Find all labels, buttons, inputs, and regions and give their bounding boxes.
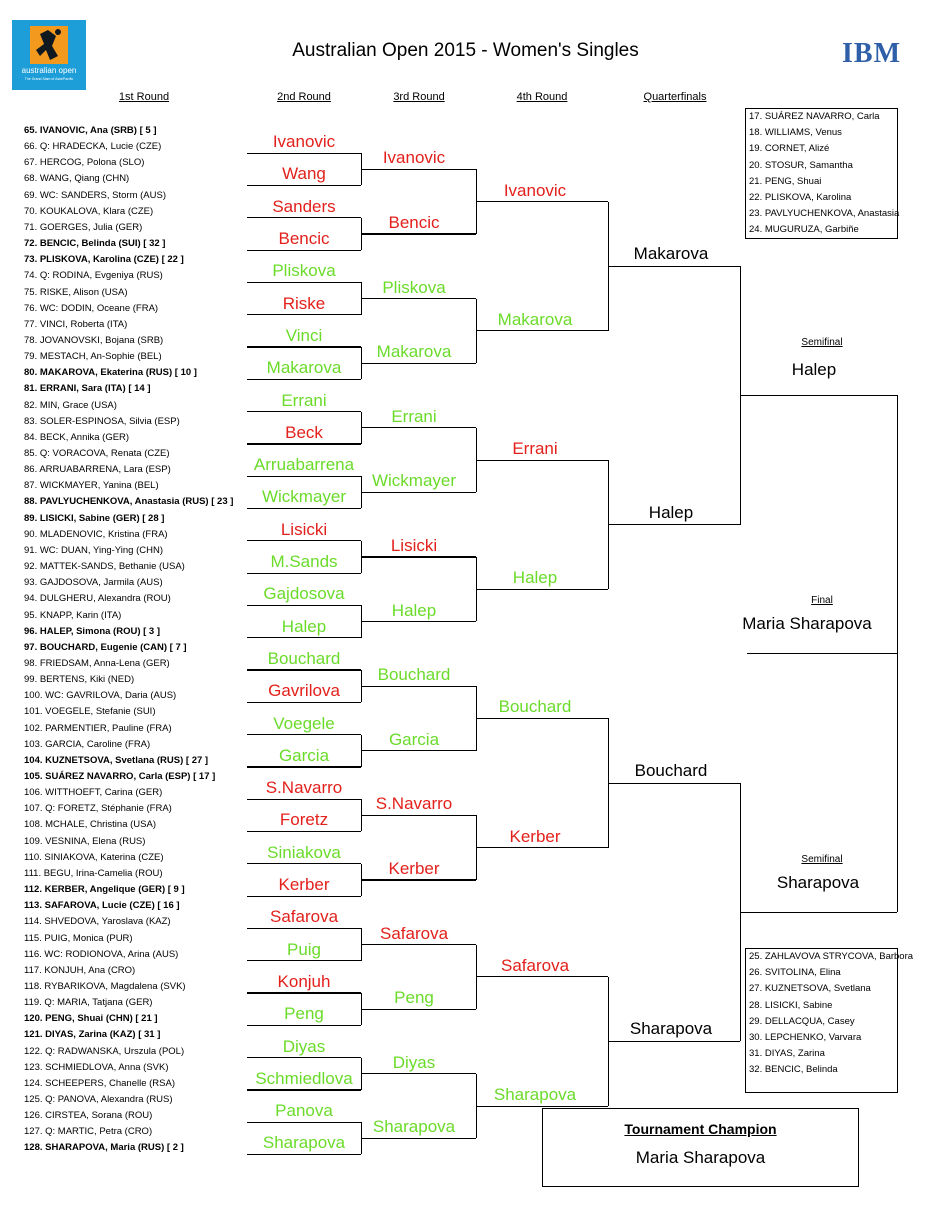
first-round-player: 127. Q: MARTIC, Petra (CRO) (24, 1126, 153, 1138)
bracket-line (361, 363, 476, 364)
first-round-player: 98. FRIEDSAM, Anna-Lena (GER) (24, 657, 170, 669)
seed-entry: 28. LISICKI, Sabine (749, 999, 833, 1011)
seed-entry: 24. MUGURUZA, Garbiñe (749, 224, 859, 236)
first-round-player: 82. MIN, Grace (USA) (24, 399, 117, 411)
first-round-player: 103. GARCIA, Caroline (FRA) (24, 738, 151, 750)
bracket-line (361, 298, 476, 299)
first-round-player: 80. MAKAROVA, Ekaterina (RUS) [ 10 ] (24, 367, 197, 379)
second-round-player: Garcia (278, 745, 330, 765)
first-round-player: 95. KNAPP, Karin (ITA) (24, 609, 122, 621)
third-round-player: Safarova (379, 923, 449, 943)
first-round-player: 104. KUZNETSOVA, Svetlana (RUS) [ 27 ] (24, 754, 209, 766)
bracket-line (361, 1073, 476, 1074)
first-round-player: 72. BENCIC, Belinda (SUI) [ 32 ] (24, 238, 166, 250)
first-round-player: 90. MLADENOVIC, Kristina (FRA) (24, 528, 168, 540)
first-round-player: 67. HERCOG, Polona (SLO) (24, 157, 145, 169)
bracket-line (476, 460, 608, 461)
second-round-player: Errani (281, 390, 327, 410)
bracket-line (247, 1057, 361, 1058)
second-round-player: Beck (285, 422, 323, 442)
bracket-line (740, 912, 897, 913)
second-round-player: Schmiedlova (255, 1068, 353, 1088)
bracket-line (247, 637, 361, 638)
second-round-player: Pliskova (272, 261, 336, 281)
first-round-player: 126. CIRSTEA, Sorana (ROU) (24, 1110, 153, 1122)
bracket-line (247, 1089, 361, 1090)
ibm-logo: IBM (842, 38, 901, 69)
second-round-player: Arruabarrena (253, 455, 355, 475)
bracket-line (247, 573, 361, 574)
seed-entry: 32. BENCIC, Belinda (749, 1064, 838, 1076)
third-round-player: Errani (391, 406, 437, 426)
third-round-player: Pliskova (382, 277, 446, 297)
second-round-player: Ivanovic (272, 132, 336, 152)
logo-text: australian open (21, 66, 77, 75)
third-round-player: Kerber (388, 858, 440, 878)
champion-box (542, 1108, 859, 1187)
third-round-player: S.Navarro (375, 794, 453, 814)
third-round-player: Halep (391, 600, 437, 620)
bracket-line (247, 185, 361, 186)
first-round-player: 109. VESNINA, Elena (RUS) (24, 835, 146, 847)
first-round-player: 92. MATTEK-SANDS, Bethanie (USA) (24, 561, 185, 573)
bracket-line (361, 1138, 476, 1139)
fourth-round-player: Makarova (497, 309, 573, 329)
champion-name: Maria Sharapova (635, 1148, 766, 1167)
second-round-player: Peng (284, 1004, 324, 1024)
bracket-line (247, 476, 361, 477)
second-round-player: Diyas (282, 1036, 326, 1056)
seed-entry: 31. DIYAS, Zarina (749, 1048, 825, 1060)
header-first-round: 1st Round (118, 91, 170, 103)
first-round-player: 122. Q: RADWANSKA, Urszula (POL) (24, 1045, 185, 1057)
second-round-player: Vinci (285, 325, 323, 345)
first-round-player: 116. WC: RODIONOVA, Arina (AUS) (24, 948, 179, 960)
seed-entry: 17. SUÁREZ NAVARRO, Carla (749, 111, 880, 122)
bracket-line (361, 233, 476, 234)
bracket-line (608, 266, 740, 267)
bracket-line (247, 605, 361, 606)
first-round-player: 113. SAFAROVA, Lucie (CZE) [ 16 ] (24, 900, 180, 912)
first-round-player: 125. Q: PANOVA, Alexandra (RUS) (24, 1094, 173, 1105)
third-round-player: Bouchard (377, 665, 451, 685)
bracket-line (747, 653, 897, 654)
header-third-round: 3rd Round (393, 91, 445, 103)
bracket-line (476, 589, 608, 590)
third-round-player: Diyas (392, 1052, 436, 1072)
seed-entry: 18. WILLIAMS, Venus (749, 127, 842, 139)
quarterfinal-player: Makarova (633, 244, 709, 264)
bracket-line (361, 621, 476, 622)
second-round-player: S.Navarro (265, 778, 343, 798)
bracket-line (247, 863, 361, 864)
fourth-round-player: Halep (512, 568, 558, 588)
bracket-line (247, 379, 361, 380)
first-round-player: 74. Q: RODINA, Evgeniya (RUS) (24, 270, 163, 282)
seed-entry: 21. PENG, Shuai (749, 175, 822, 187)
third-round-player: Wickmayer (371, 471, 457, 491)
first-round-player: 102. PARMENTIER, Pauline (FRA) (24, 722, 172, 734)
first-round-player: 87. WICKMAYER, Yanina (BEL) (24, 480, 159, 492)
semifinal-label-top: Semifinal (801, 337, 843, 348)
bracket-line (247, 1122, 361, 1123)
third-round-player: Bencic (388, 212, 440, 232)
first-round-player: 70. KOUKALOVA, Klara (CZE) (24, 205, 154, 217)
first-round-player: 101. VOEGELE, Stefanie (SUI) (24, 706, 156, 718)
seed-entry: 22. PLISKOVA, Karolina (749, 192, 852, 204)
bracket-line (247, 1154, 361, 1155)
bracket-line (361, 750, 476, 751)
bracket-line (247, 508, 361, 509)
semifinal-bottom-name: Sharapova (776, 873, 860, 892)
first-round-player: 84. BECK, Annika (GER) (24, 431, 130, 443)
bracket-line (247, 896, 361, 897)
second-round-player: Wickmayer (261, 487, 347, 507)
first-round-player: 123. SCHMIEDLOVA, Anna (SVK) (24, 1061, 169, 1073)
bracket-line (476, 201, 608, 202)
second-round-player: Sharapova (262, 1133, 346, 1153)
bracket-line (361, 1009, 476, 1010)
second-round-player: Gajdosova (263, 584, 345, 604)
final-label: Final (811, 595, 833, 606)
bracket-line (247, 799, 361, 800)
second-round-player: Riske (282, 293, 326, 313)
bracket-line (476, 718, 608, 719)
first-round-player: 115. PUIG, Monica (PUR) (24, 932, 133, 944)
fourth-round-player: Sharapova (493, 1085, 577, 1104)
second-round-player: Bencic (278, 229, 330, 249)
seed-entry: 23. PAVLYUCHENKOVA, Anastasia (749, 208, 900, 220)
bracket-line (247, 217, 361, 218)
bracket-line (247, 928, 361, 929)
third-round-player: Makarova (376, 342, 452, 362)
first-round-player: 66. Q: HRADECKA, Lucie (CZE) (24, 141, 162, 153)
second-round-player: Lisicki (280, 519, 328, 539)
first-round-player: 106. WITTHOEFT, Carina (GER) (24, 787, 163, 799)
first-round-player: 68. WANG, Qiang (CHN) (24, 173, 130, 185)
semifinal-top-name: Halep (791, 360, 837, 379)
first-round-player: 114. SHVEDOVA, Yaroslava (KAZ) (24, 916, 171, 928)
bracket-line (361, 427, 476, 428)
seed-entry: 30. LEPCHENKO, Varvara (749, 1032, 862, 1044)
first-round-player: 99. BERTENS, Kiki (NED) (24, 674, 135, 686)
first-round-player: 128. SHARAPOVA, Maria (RUS) [ 2 ] (24, 1142, 184, 1154)
first-round-player: 71. GOERGES, Julia (GER) (24, 221, 143, 233)
first-round-player: 100. WC: GAVRILOVA, Daria (AUS) (24, 690, 177, 702)
second-round-player: Halep (281, 616, 327, 636)
first-round-player: 83. SOLER-ESPINOSA, Silvia (ESP) (24, 415, 180, 427)
first-round-player: 73. PLISKOVA, Karolina (CZE) [ 22 ] (24, 254, 184, 266)
bracket-line (361, 879, 476, 880)
first-round-player: 120. PENG, Shuai (CHN) [ 21 ] (24, 1013, 158, 1025)
first-round-player: 65. IVANOVIC, Ana (SRB) [ 5 ] (24, 125, 157, 136)
bracket-line (361, 492, 476, 493)
fourth-round-player: Ivanovic (503, 180, 567, 200)
third-round-player: Peng (394, 988, 434, 1008)
first-round-player: 91. WC: DUAN, Ying-Ying (CHN) (24, 544, 164, 556)
first-round-player: 94. DULGHERU, Alexandra (ROU) (24, 593, 171, 605)
first-round-player: 107. Q: FORETZ, Stéphanie (FRA) (24, 803, 172, 815)
first-round-player: 79. MESTACH, An-Sophie (BEL) (24, 351, 162, 363)
first-round-player: 93. GAJDOSOVA, Jarmila (AUS) (24, 577, 163, 589)
first-round-player: 69. WC: SANDERS, Storm (AUS) (24, 189, 166, 201)
second-round-player: Wang (282, 164, 326, 184)
first-round-player: 117. KONJUH, Ana (CRO) (24, 964, 136, 976)
bracket-line (608, 783, 740, 784)
second-round-player: Voegele (273, 713, 335, 733)
quarterfinal-player: Sharapova (629, 1019, 713, 1039)
first-round-player: 112. KERBER, Angelique (GER) [ 9 ] (24, 884, 185, 896)
bracket-line (476, 847, 608, 848)
bracket-line (361, 686, 476, 687)
first-round-player: 110. SINIAKOVA, Katerina (CZE) (24, 851, 164, 863)
bracket-line (247, 669, 361, 670)
bracket-line (361, 556, 476, 557)
bracket-line (247, 734, 361, 735)
bracket-line (476, 1106, 608, 1107)
first-round-player: 97. BOUCHARD, Eugenie (CAN) [ 7 ] (24, 641, 187, 653)
third-round-player: Garcia (388, 729, 440, 749)
seeds-box-top (745, 108, 898, 239)
second-round-player: Makarova (266, 358, 342, 378)
second-round-player: Sanders (272, 196, 336, 216)
second-round-player: Foretz (279, 810, 329, 830)
header-fourth-round: 4th Round (516, 91, 568, 103)
first-round-player: 81. ERRANI, Sara (ITA) [ 14 ] (24, 383, 151, 395)
first-round-player: 78. JOVANOVSKI, Bojana (SRB) (24, 334, 164, 346)
first-round-player: 118. RYBARIKOVA, Magdalena (SVK) (24, 980, 186, 992)
bracket-line (247, 1025, 361, 1026)
second-round-player: Kerber (278, 875, 330, 895)
first-round-player: 88. PAVLYUCHENKOVA, Anastasia (RUS) [ 23 ] (24, 496, 234, 508)
bracket-line (476, 330, 608, 331)
seed-entry: 26. SVITOLINA, Elina (749, 967, 841, 979)
seed-entry: 29. DELLACQUA, Casey (749, 1015, 855, 1027)
bracket-line (361, 815, 476, 816)
second-round-player: Bouchard (267, 648, 341, 668)
bracket-line (740, 395, 897, 396)
bracket-line (247, 540, 361, 541)
first-round-player: 119. Q: MARIA, Tatjana (GER) (24, 997, 153, 1009)
bracket-line (361, 944, 476, 945)
bracket-line (247, 346, 361, 347)
bracket-line (247, 282, 361, 283)
fourth-round-player: Errani (512, 439, 558, 458)
bracket-line (247, 443, 361, 444)
first-round-player: 124. SCHEEPERS, Chanelle (RSA) (24, 1077, 176, 1089)
seed-entry: 19. CORNET, Alizé (749, 143, 830, 155)
bracket-line (247, 992, 361, 993)
fourth-round-player: Kerber (509, 826, 561, 846)
seed-entry: 25. ZAHLAVOVA STRYCOVA, Barbora (749, 951, 914, 962)
bracket-line (247, 153, 361, 154)
quarterfinal-player: Bouchard (634, 761, 708, 780)
first-round-player: 75. RISKE, Alison (USA) (24, 286, 128, 298)
first-round-player: 96. HALEP, Simona (ROU) [ 3 ] (24, 625, 161, 637)
bracket-line (476, 976, 608, 977)
seed-entry: 27. KUZNETSOVA, Svetlana (749, 983, 871, 995)
semifinal-label-bottom: Semifinal (801, 854, 843, 865)
quarterfinal-player: Halep (648, 502, 694, 522)
second-round-player: M.Sands (270, 552, 338, 572)
bracket-line (361, 169, 476, 170)
second-round-player: Siniakova (267, 842, 341, 862)
page-title: Australian Open 2015 - Women's Singles (292, 40, 639, 61)
first-round-player: 108. MCHALE, Christina (USA) (24, 819, 156, 831)
third-round-player: Lisicki (390, 535, 438, 555)
first-round-player: 111. BEGU, Irina-Camelia (ROU) (24, 867, 163, 879)
champion-label: Tournament Champion (624, 1121, 777, 1137)
second-round-player: Gavrilova (268, 681, 340, 701)
third-round-player: Sharapova (372, 1117, 456, 1137)
second-round-player: Safarova (269, 907, 339, 927)
bracket-line (608, 524, 740, 525)
bracket-line (247, 314, 361, 315)
logo-tagline: The Grand Slam of Asia/Pacific (24, 77, 74, 81)
fourth-round-player: Safarova (500, 955, 570, 975)
first-round-player: 89. LISICKI, Sabine (GER) [ 28 ] (24, 512, 165, 524)
bracket-line (247, 960, 361, 961)
seed-entry: 20. STOSUR, Samantha (749, 159, 853, 171)
second-round-player: Konjuh (277, 971, 331, 991)
first-round-player: 77. VINCI, Roberta (ITA) (24, 318, 128, 330)
first-round-player: 85. Q: VORACOVA, Renata (CZE) (24, 448, 170, 459)
fourth-round-player: Bouchard (498, 697, 572, 717)
bracket-line (247, 766, 361, 767)
first-round-player: 121. DIYAS, Zarina (KAZ) [ 31 ] (24, 1029, 161, 1041)
seeds-box-bottom (745, 948, 914, 1093)
third-round-player: Ivanovic (382, 148, 446, 168)
first-round-player: 105. SUÁREZ NAVARRO, Carla (ESP) [ 17 ] (24, 771, 216, 782)
second-round-player: Puig (286, 939, 322, 959)
first-round-player: 76. WC: DODIN, Oceane (FRA) (24, 302, 159, 314)
final-name: Maria Sharapova (742, 614, 872, 633)
header-second-round: 2nd Round (277, 91, 331, 103)
bracket-line (608, 1041, 740, 1042)
bracket-line (247, 702, 361, 703)
bracket-line (247, 831, 361, 832)
bracket-line (247, 411, 361, 412)
header-quarterfinals: Quarterfinals (643, 91, 707, 103)
second-round-player: Panova (275, 1101, 333, 1121)
first-round-player: 86. ARRUABARRENA, Lara (ESP) (24, 464, 171, 476)
bracket-line (247, 250, 361, 251)
